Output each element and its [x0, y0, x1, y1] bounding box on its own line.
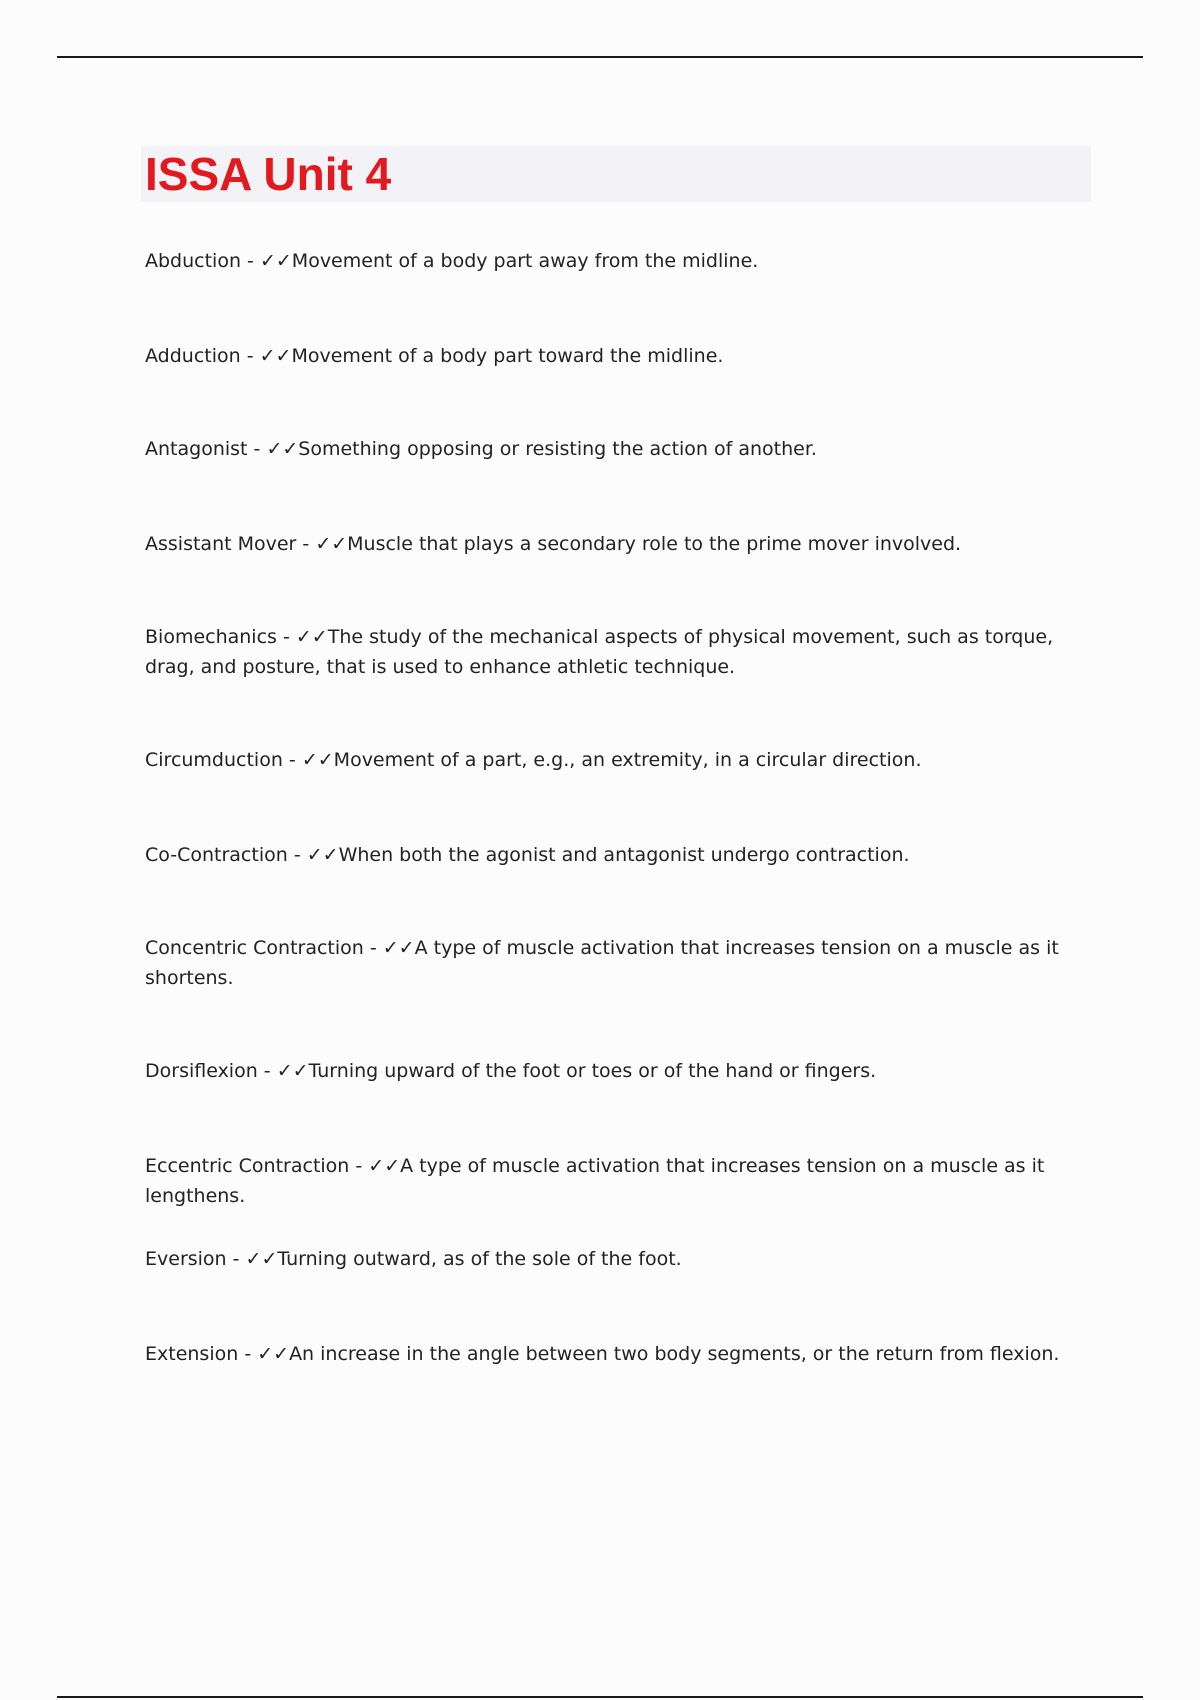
glossary-entry-circumduction	[145, 745, 1090, 775]
glossary-entry-eccentric-contraction	[145, 1151, 1090, 1211]
page-title: ISSA Unit 4	[145, 148, 392, 200]
glossary-entry-concentric-contraction	[145, 933, 1090, 993]
entry-separator: -	[226, 1248, 246, 1270]
entry-term: Extension	[145, 1343, 239, 1365]
check-mark-icon: ✓✓	[266, 438, 299, 460]
entry-definition: Movement of a body part away from the midline.	[291, 250, 759, 272]
check-mark-icon: ✓✓	[301, 749, 334, 771]
entry-separator: -	[240, 345, 260, 367]
glossary-entry-eversion	[145, 1244, 1090, 1274]
glossary-entry-dorsiflexion	[145, 1056, 1090, 1086]
entry-term: Concentric Contraction	[145, 937, 364, 959]
check-mark-icon: ✓✓	[306, 844, 339, 866]
check-mark-icon: ✓✓	[276, 1060, 309, 1082]
entry-term: Eversion	[145, 1248, 227, 1270]
check-mark-icon: ✓✓	[259, 345, 292, 367]
entry-definition: Turning upward of the foot or toes or of the hand or fingers.	[308, 1060, 877, 1082]
entry-term: Eccentric Contraction	[145, 1155, 350, 1177]
entry-separator: -	[287, 844, 307, 866]
entry-definition: An increase in the angle between two body segments, or the return from flexion.	[289, 1343, 1060, 1365]
glossary-entry-co-contraction	[145, 840, 1090, 870]
entry-definition: Muscle that plays a secondary role to the prime mover involved.	[347, 533, 962, 555]
entry-definition: Movement of a part, e.g., an extremity, in a circular direction.	[333, 749, 922, 771]
entry-definition: Movement of a body part toward the midline.	[291, 345, 724, 367]
entry-definition: When both the agonist and antagonist undergo contraction.	[338, 844, 910, 866]
entry-separator: -	[247, 438, 267, 460]
bottom-rule	[57, 1696, 1143, 1698]
glossary-entry-assistant-mover	[145, 529, 1090, 559]
top-rule	[57, 56, 1143, 58]
title-band	[141, 146, 1091, 202]
glossary-entry-adduction	[145, 341, 1090, 371]
entry-separator: -	[282, 749, 302, 771]
check-mark-icon: ✓✓	[245, 1248, 278, 1270]
entry-separator: -	[296, 533, 316, 555]
glossary-entry-antagonist	[145, 434, 1090, 464]
entry-definition: A type of muscle activation that increases tension on a muscle as it shortens.	[145, 937, 1059, 989]
glossary-entry-extension	[145, 1339, 1090, 1369]
entry-separator: -	[241, 250, 260, 272]
check-mark-icon: ✓✓	[295, 626, 328, 648]
entry-term: Antagonist	[145, 438, 248, 460]
entry-definition: Something opposing or resisting the action of another.	[298, 438, 817, 460]
entry-term: Abduction	[145, 250, 242, 272]
entry-term: Dorsiflexion	[145, 1060, 258, 1082]
check-mark-icon: ✓✓	[259, 250, 292, 272]
entry-separator: -	[238, 1343, 258, 1365]
entry-separator: -	[349, 1155, 369, 1177]
entry-definition: Turning outward, as of the sole of the foot.	[277, 1248, 682, 1270]
check-mark-icon: ✓✓	[368, 1155, 401, 1177]
entry-definition: A type of muscle activation that increases tension on a muscle as it lengthens.	[145, 1155, 1045, 1207]
entry-term: Co-Contraction	[145, 844, 288, 866]
entry-term: Circumduction	[145, 749, 283, 771]
entry-term: Adduction	[145, 345, 241, 367]
glossary-entry-biomechanics	[145, 622, 1090, 682]
entry-term: Biomechanics	[145, 626, 277, 648]
check-mark-icon: ✓✓	[382, 937, 415, 959]
check-mark-icon: ✓✓	[315, 533, 348, 555]
glossary-entry-abduction	[145, 246, 1090, 276]
entry-separator: -	[363, 937, 383, 959]
check-mark-icon: ✓✓	[257, 1343, 290, 1365]
entry-definition: The study of the mechanical aspects of physical movement, such as torque, drag, and posture, that is used to enhance athletic technique.	[145, 626, 1054, 678]
entry-separator: -	[257, 1060, 277, 1082]
entry-term: Assistant Mover	[145, 533, 297, 555]
entry-separator: -	[276, 626, 296, 648]
